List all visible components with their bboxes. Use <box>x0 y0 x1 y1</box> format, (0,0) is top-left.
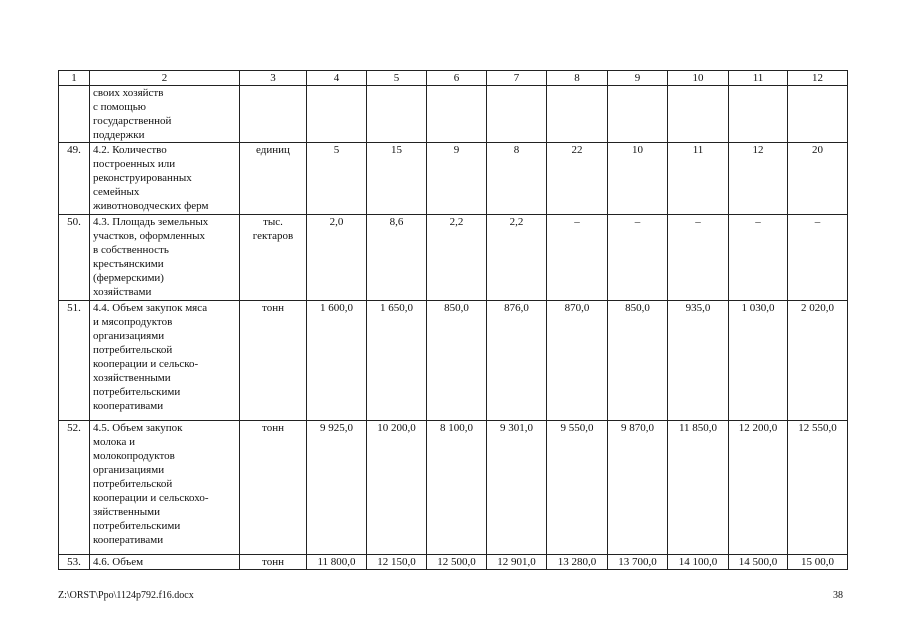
table-row <box>59 215 848 301</box>
header-cell: 4 <box>307 71 367 86</box>
value-cell: 8,6 <box>367 215 427 301</box>
value-cell: 12 <box>729 143 788 215</box>
footer-file-path: Z:\ORST\Ppo\1124p792.f16.docx <box>58 590 194 601</box>
unit-cell <box>240 86 307 143</box>
indicator-name-cell: 4.5. Объем закупок молока и молокопродуктов организациями потребительской кооперации и сельскохо- зяйственными потребительскими кооперативами <box>90 421 240 555</box>
row-number-cell: 49. <box>59 143 90 215</box>
unit-cell: единиц <box>240 143 307 215</box>
header-cell: 10 <box>668 71 729 86</box>
row-number-cell <box>59 86 90 143</box>
header-cell: 3 <box>240 71 307 86</box>
page-number: 38 <box>833 590 843 601</box>
value-cell: 870,0 <box>547 301 608 421</box>
value-cell: 850,0 <box>427 301 487 421</box>
table-row <box>59 86 848 143</box>
value-cell: 10 <box>608 143 668 215</box>
value-cell <box>608 86 668 143</box>
header-cell: 11 <box>729 71 788 86</box>
value-cell: 14 100,0 <box>668 555 729 570</box>
value-cell <box>668 86 729 143</box>
unit-cell: тонн <box>240 421 307 555</box>
row-number-cell: 53. <box>59 555 90 570</box>
value-cell: – <box>608 215 668 301</box>
header-cell: 7 <box>487 71 547 86</box>
indicator-name-cell: 4.4. Объем закупок мяса и мясопродуктов организациями потребительской кооперации и сельско- хозяйственными потребительскими кооперативами <box>90 301 240 421</box>
value-cell: 22 <box>547 143 608 215</box>
row-number-cell: 51. <box>59 301 90 421</box>
value-cell: – <box>729 215 788 301</box>
row-number-cell: 52. <box>59 421 90 555</box>
value-cell: 2 020,0 <box>788 301 848 421</box>
table-row <box>59 555 848 570</box>
header-cell: 5 <box>367 71 427 86</box>
header-cell: 1 <box>59 71 90 86</box>
value-cell: 850,0 <box>608 301 668 421</box>
header-cell: 12 <box>788 71 848 86</box>
value-cell: 9 <box>427 143 487 215</box>
value-cell: 15 <box>367 143 427 215</box>
value-cell: 9 925,0 <box>307 421 367 555</box>
value-cell: 12 550,0 <box>788 421 848 555</box>
header-cell: 6 <box>427 71 487 86</box>
value-cell: 20 <box>788 143 848 215</box>
header-row <box>59 71 848 86</box>
table-row <box>59 421 848 555</box>
data-table <box>58 70 848 570</box>
value-cell: 11 <box>668 143 729 215</box>
value-cell <box>729 86 788 143</box>
value-cell: 13 700,0 <box>608 555 668 570</box>
value-cell: 9 301,0 <box>487 421 547 555</box>
header-cell: 8 <box>547 71 608 86</box>
value-cell: 12 901,0 <box>487 555 547 570</box>
value-cell: 11 800,0 <box>307 555 367 570</box>
unit-cell: тонн <box>240 301 307 421</box>
value-cell: 1 650,0 <box>367 301 427 421</box>
table-body <box>59 71 848 570</box>
indicator-name-cell: 4.3. Площадь земельных участков, оформленных в собственность крестьянскими (фермерскими) хозяйствами <box>90 215 240 301</box>
value-cell <box>307 86 367 143</box>
value-cell: 8 100,0 <box>427 421 487 555</box>
value-cell: 1 600,0 <box>307 301 367 421</box>
value-cell <box>367 86 427 143</box>
unit-cell: тонн <box>240 555 307 570</box>
value-cell: – <box>668 215 729 301</box>
value-cell <box>427 86 487 143</box>
value-cell: 15 00,0 <box>788 555 848 570</box>
table-row <box>59 301 848 421</box>
value-cell: 935,0 <box>668 301 729 421</box>
value-cell: 10 200,0 <box>367 421 427 555</box>
value-cell: – <box>788 215 848 301</box>
table-row <box>59 143 848 215</box>
value-cell: 5 <box>307 143 367 215</box>
unit-cell: тыс. гектаров <box>240 215 307 301</box>
indicator-name-cell: 4.2. Количество построенных или реконструированных семейных животноводческих ферм <box>90 143 240 215</box>
value-cell <box>788 86 848 143</box>
value-cell <box>547 86 608 143</box>
value-cell: 13 280,0 <box>547 555 608 570</box>
value-cell: 14 500,0 <box>729 555 788 570</box>
value-cell <box>487 86 547 143</box>
indicator-name-cell: своих хозяйств с помощью государственной поддержки <box>90 86 240 143</box>
value-cell: 2,2 <box>427 215 487 301</box>
value-cell: 12 150,0 <box>367 555 427 570</box>
value-cell: 12 500,0 <box>427 555 487 570</box>
header-cell: 9 <box>608 71 668 86</box>
value-cell: – <box>547 215 608 301</box>
value-cell: 2,0 <box>307 215 367 301</box>
value-cell: 12 200,0 <box>729 421 788 555</box>
value-cell: 1 030,0 <box>729 301 788 421</box>
value-cell: 9 870,0 <box>608 421 668 555</box>
value-cell: 2,2 <box>487 215 547 301</box>
row-number-cell: 50. <box>59 215 90 301</box>
value-cell: 876,0 <box>487 301 547 421</box>
indicator-name-cell: 4.6. Объем <box>90 555 240 570</box>
value-cell: 8 <box>487 143 547 215</box>
header-cell: 2 <box>90 71 240 86</box>
value-cell: 11 850,0 <box>668 421 729 555</box>
value-cell: 9 550,0 <box>547 421 608 555</box>
